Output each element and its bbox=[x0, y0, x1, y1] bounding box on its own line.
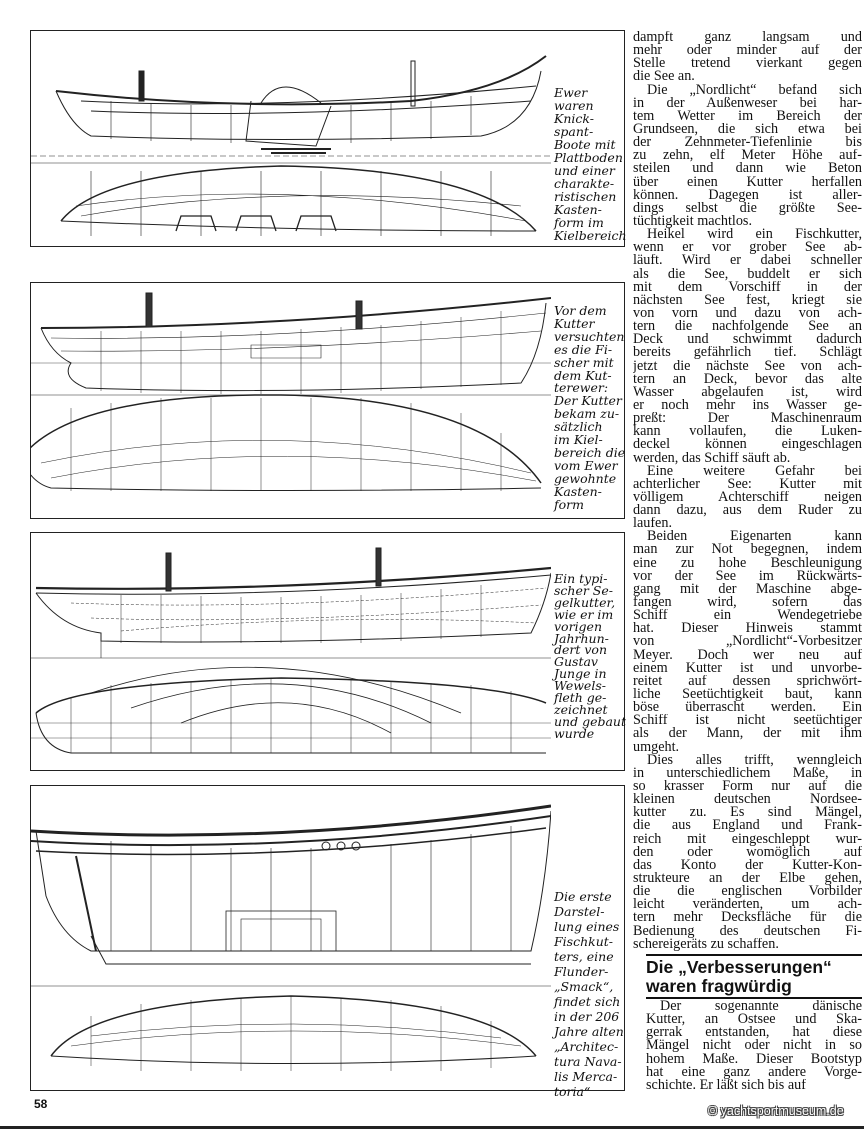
segelkutter-hull-drawing bbox=[31, 533, 551, 770]
text-line: mehr oder minder auf der bbox=[633, 44, 862, 58]
caption-line: dert von bbox=[554, 642, 608, 658]
text-line: Die „Nordlicht“ befand sich bbox=[647, 83, 862, 97]
text-line: Meyer. Doch wer neu auf bbox=[633, 648, 862, 662]
caption-line: wie er im bbox=[554, 606, 614, 622]
caption-line: bekam zu- bbox=[554, 406, 620, 422]
heading-line: Die „Verbesserungen“ bbox=[646, 957, 832, 977]
text-line: Grundseen, die sich etwa bei bbox=[633, 122, 862, 137]
text-line: dampft ganz langsam und bbox=[633, 31, 862, 45]
kutterewer-hull-drawing bbox=[31, 283, 551, 518]
text-line: Kutter, an Ostsee und Ska- bbox=[646, 1013, 862, 1027]
text-line: den oder womöglich auf bbox=[633, 845, 862, 859]
text-line: kleinen deutschen Nordsee- bbox=[633, 793, 862, 807]
paragraph bbox=[646, 1000, 862, 1092]
caption-line: Junge in bbox=[554, 666, 607, 682]
caption-line: Boote mit bbox=[554, 137, 616, 152]
figure-caption bbox=[554, 305, 625, 512]
caption-line: Die erste bbox=[554, 889, 612, 904]
text-line: Bedienung des deutschen Fi- bbox=[633, 924, 862, 938]
text-line: über einen Kutter herfallen bbox=[633, 175, 862, 189]
paragraph bbox=[633, 84, 862, 229]
caption-line: es die Fi- bbox=[554, 341, 613, 357]
caption-line: Vor dem bbox=[554, 303, 607, 318]
text-line: eine zu hohe Beschleunigung bbox=[633, 556, 862, 570]
text-line: tern an Deck, bevor das alte bbox=[633, 372, 862, 386]
bottom-rule bbox=[0, 1126, 864, 1129]
text-line: völligem Achterschiff neigen bbox=[633, 490, 862, 505]
caption-line: form im bbox=[554, 215, 604, 230]
text-line: reich mit eingeschleppt wur- bbox=[633, 832, 862, 846]
text-line: kutter zu. Es sind Mängel, bbox=[633, 806, 862, 820]
text-line: in unterschiedlichem Maße, in bbox=[633, 766, 862, 781]
caption-line: vom Ewer bbox=[554, 457, 618, 473]
caption-line: waren bbox=[554, 98, 594, 113]
text-line: man zur Not begegnen, indem bbox=[633, 543, 862, 557]
text-line: tern die nachfolgende See an bbox=[633, 320, 862, 334]
caption-line: ristischen bbox=[554, 189, 617, 204]
text-line: der Zehnmeter-Tiefenlinie bis bbox=[633, 136, 862, 150]
caption-line: spant- bbox=[554, 124, 594, 139]
article-body-continued bbox=[646, 1000, 862, 1092]
caption-line: ters, eine bbox=[554, 949, 614, 964]
text-line: in der Außenweser bei har- bbox=[633, 96, 862, 110]
caption-line: Flunder- bbox=[554, 964, 609, 979]
caption-line: im Kiel- bbox=[554, 432, 603, 448]
caption-line: „Smack“, bbox=[554, 979, 614, 994]
text-line: gerrak entstanden, hat diese bbox=[646, 1026, 862, 1040]
ewer-hull-drawing bbox=[31, 31, 551, 246]
text-line: nächsten See fest, kriegt sie bbox=[633, 293, 862, 307]
text-line: die aus England und Frank- bbox=[633, 819, 862, 833]
caption-line: und gebaut bbox=[554, 713, 627, 729]
caption-line: gewohnte bbox=[554, 470, 617, 486]
caption-line: Jahrhun- bbox=[554, 630, 609, 646]
text-line: die die englischen Vorbilder bbox=[633, 885, 862, 899]
text-line: steilen und dann wie Beton bbox=[633, 162, 862, 176]
caption-line: dem Kut- bbox=[554, 367, 612, 383]
caption-line: Ewer bbox=[554, 85, 588, 100]
text-line: werden, das Schiff säuft ab. bbox=[633, 451, 791, 465]
caption-line: Kasten- bbox=[554, 483, 602, 499]
text-line: gang mit der Maschine abge- bbox=[633, 582, 862, 597]
text-line: Wasser abgelaufen ist, wird bbox=[633, 385, 862, 399]
caption-line: zeichnet bbox=[554, 701, 608, 717]
text-line: Der sogenannte dänische bbox=[660, 1000, 862, 1014]
paragraph bbox=[633, 228, 862, 465]
text-line: als der Mann, der mit ihm bbox=[633, 727, 862, 741]
text-line: die See an. bbox=[633, 70, 695, 84]
caption-line: charakte- bbox=[554, 176, 615, 191]
caption-line: Darstel- bbox=[554, 904, 605, 919]
caption-line: Kutter bbox=[554, 315, 595, 331]
caption-line: gelkutter, bbox=[554, 594, 616, 610]
caption-line: Der Kutter bbox=[554, 393, 622, 409]
text-line: tüchtigkeit machtlos. bbox=[633, 214, 752, 229]
text-line: leicht veränderten, um ach- bbox=[633, 898, 862, 912]
section-heading bbox=[646, 954, 862, 999]
text-line: bereits gefährlich tief. Schlägt bbox=[633, 346, 862, 360]
figure-caption bbox=[554, 86, 627, 242]
caption-line: form bbox=[554, 496, 584, 512]
paragraph bbox=[633, 530, 862, 753]
text-line: Mängel nicht oder nicht in so bbox=[646, 1039, 862, 1053]
caption-line: Jahre alten bbox=[554, 1024, 624, 1039]
caption-line: Kielbereich bbox=[554, 228, 627, 243]
caption-line: toria“ bbox=[554, 1084, 591, 1099]
paragraph bbox=[633, 31, 862, 84]
caption-line: Gustav bbox=[554, 654, 598, 670]
text-line: schereigeräts zu schaffen. bbox=[633, 937, 779, 951]
caption-line: bereich die bbox=[554, 444, 626, 460]
text-line: können. Dagegen ist aller- bbox=[633, 188, 862, 202]
figure-smack bbox=[30, 785, 625, 1099]
text-line: umgeht. bbox=[633, 740, 680, 754]
figure-caption bbox=[554, 573, 626, 740]
text-line: so krasser Form nur auf die bbox=[633, 780, 862, 794]
text-line: von vorn und dazu von ach- bbox=[633, 306, 862, 321]
caption-line: findet sich bbox=[554, 994, 621, 1009]
text-line: Eine weitere Gefahr bei bbox=[647, 464, 862, 478]
caption-line: Ein typi- bbox=[554, 571, 608, 586]
text-line: Schiff ist nicht seetüchtiger bbox=[633, 714, 862, 728]
text-line: preßt: Der Maschinenraum bbox=[633, 412, 862, 426]
caption-line: und einer bbox=[554, 163, 615, 178]
text-line: reitet auf dessen sprichwört- bbox=[633, 674, 862, 689]
page-number: 58 bbox=[34, 1097, 48, 1111]
figure-ewer bbox=[30, 30, 625, 247]
text-line: läuft. Wird er dabei schneller bbox=[633, 254, 862, 268]
caption-line: Plattboden bbox=[554, 150, 623, 165]
caption-line: lung eines bbox=[554, 919, 620, 934]
text-line: dann dazu, aus dem Ruder zu bbox=[633, 504, 862, 518]
text-line: als die See, buddelt er sich bbox=[633, 267, 862, 281]
caption-line: „Architec- bbox=[554, 1039, 619, 1054]
caption-line: tura Nava- bbox=[554, 1054, 622, 1069]
caption-line: vorigen bbox=[554, 618, 603, 634]
text-line: wenn er vor grober See ab- bbox=[633, 241, 862, 255]
text-line: laufen. bbox=[633, 517, 672, 531]
text-line: Beiden Eigenarten kann bbox=[647, 530, 862, 544]
text-line: tem Wetter im Bereich der bbox=[633, 109, 862, 123]
caption-line: fleth ge- bbox=[554, 690, 607, 706]
caption-line: Fischkut- bbox=[554, 934, 614, 949]
text-line: vor der See im Rückwärts- bbox=[633, 569, 862, 583]
text-line: zu zehn, elf Meter Höhe auf- bbox=[633, 149, 862, 163]
caption-line: in der 206 bbox=[554, 1009, 620, 1024]
caption-line: terewer: bbox=[554, 380, 609, 396]
watermark: © yachtsportmuseum.de bbox=[708, 1104, 844, 1118]
text-line: er noch mehr ins Wasser ge- bbox=[633, 398, 862, 413]
text-line: fangen wird, sofern das bbox=[633, 596, 862, 610]
text-line: liche Seetüchtigkeit baut, kann bbox=[633, 688, 862, 702]
caption-line: Knick- bbox=[554, 111, 594, 126]
text-line: hat. Dieser Hinweis stammt bbox=[633, 622, 862, 636]
smack-hull-drawing bbox=[31, 786, 551, 1090]
text-line: hat eine ganz andere Vorge- bbox=[646, 1065, 862, 1079]
caption-line: Kasten- bbox=[554, 202, 602, 217]
figure-segelkutter bbox=[30, 532, 625, 771]
text-line: deckel können eingeschlagen bbox=[633, 438, 862, 452]
text-line: jetzt die nächste See von ach- bbox=[633, 359, 862, 373]
text-line: von „Nordlicht“-Vorbesitzer bbox=[633, 635, 862, 649]
text-line: Schiff ein Wendegetriebe bbox=[633, 609, 862, 623]
caption-line: Wewels- bbox=[554, 678, 606, 694]
text-line: strukteure an der Elbe gehen, bbox=[633, 872, 862, 886]
caption-line: scher Se- bbox=[554, 582, 613, 598]
text-line: achterlicher See: Kutter mit bbox=[633, 477, 862, 491]
text-line: Dies alles trifft, wenngleich bbox=[647, 753, 862, 767]
text-line: das Konto der Kutter-Kon- bbox=[633, 858, 862, 872]
caption-line: scher mit bbox=[554, 354, 614, 370]
text-line: mit dem Vorschiff in der bbox=[633, 280, 862, 294]
paragraph bbox=[633, 754, 862, 951]
text-line: Heikel wird ein Fischkutter, bbox=[647, 228, 862, 242]
article-body bbox=[633, 31, 862, 951]
text-line: Deck und schwimmt dadurch bbox=[633, 333, 862, 347]
text-line: einem Kutter ist und unvorbe- bbox=[633, 661, 862, 675]
caption-line: sätzlich bbox=[554, 419, 603, 435]
caption-line: wurde bbox=[554, 725, 595, 741]
caption-line: lis Merca- bbox=[554, 1069, 618, 1084]
figure-caption bbox=[554, 889, 624, 1099]
text-line: Stelle tretend vierkant gegen bbox=[633, 57, 862, 71]
text-line: schichte. Er läßt sich bis auf bbox=[646, 1078, 806, 1092]
heading-line: waren fragwürdig bbox=[646, 976, 792, 996]
caption-line: versuchten bbox=[554, 328, 625, 344]
text-line: kann vollaufen, die Luken- bbox=[633, 425, 862, 439]
text-line: böse überrascht werden. Ein bbox=[633, 701, 862, 715]
figure-kutterewer bbox=[30, 282, 625, 519]
text-line: hohem Maße. Dieser Bootstyp bbox=[646, 1052, 862, 1066]
text-line: tern mehr Decksfläche für die bbox=[633, 911, 862, 925]
paragraph bbox=[633, 465, 862, 531]
text-line: dings selbst die größte See- bbox=[633, 201, 862, 215]
